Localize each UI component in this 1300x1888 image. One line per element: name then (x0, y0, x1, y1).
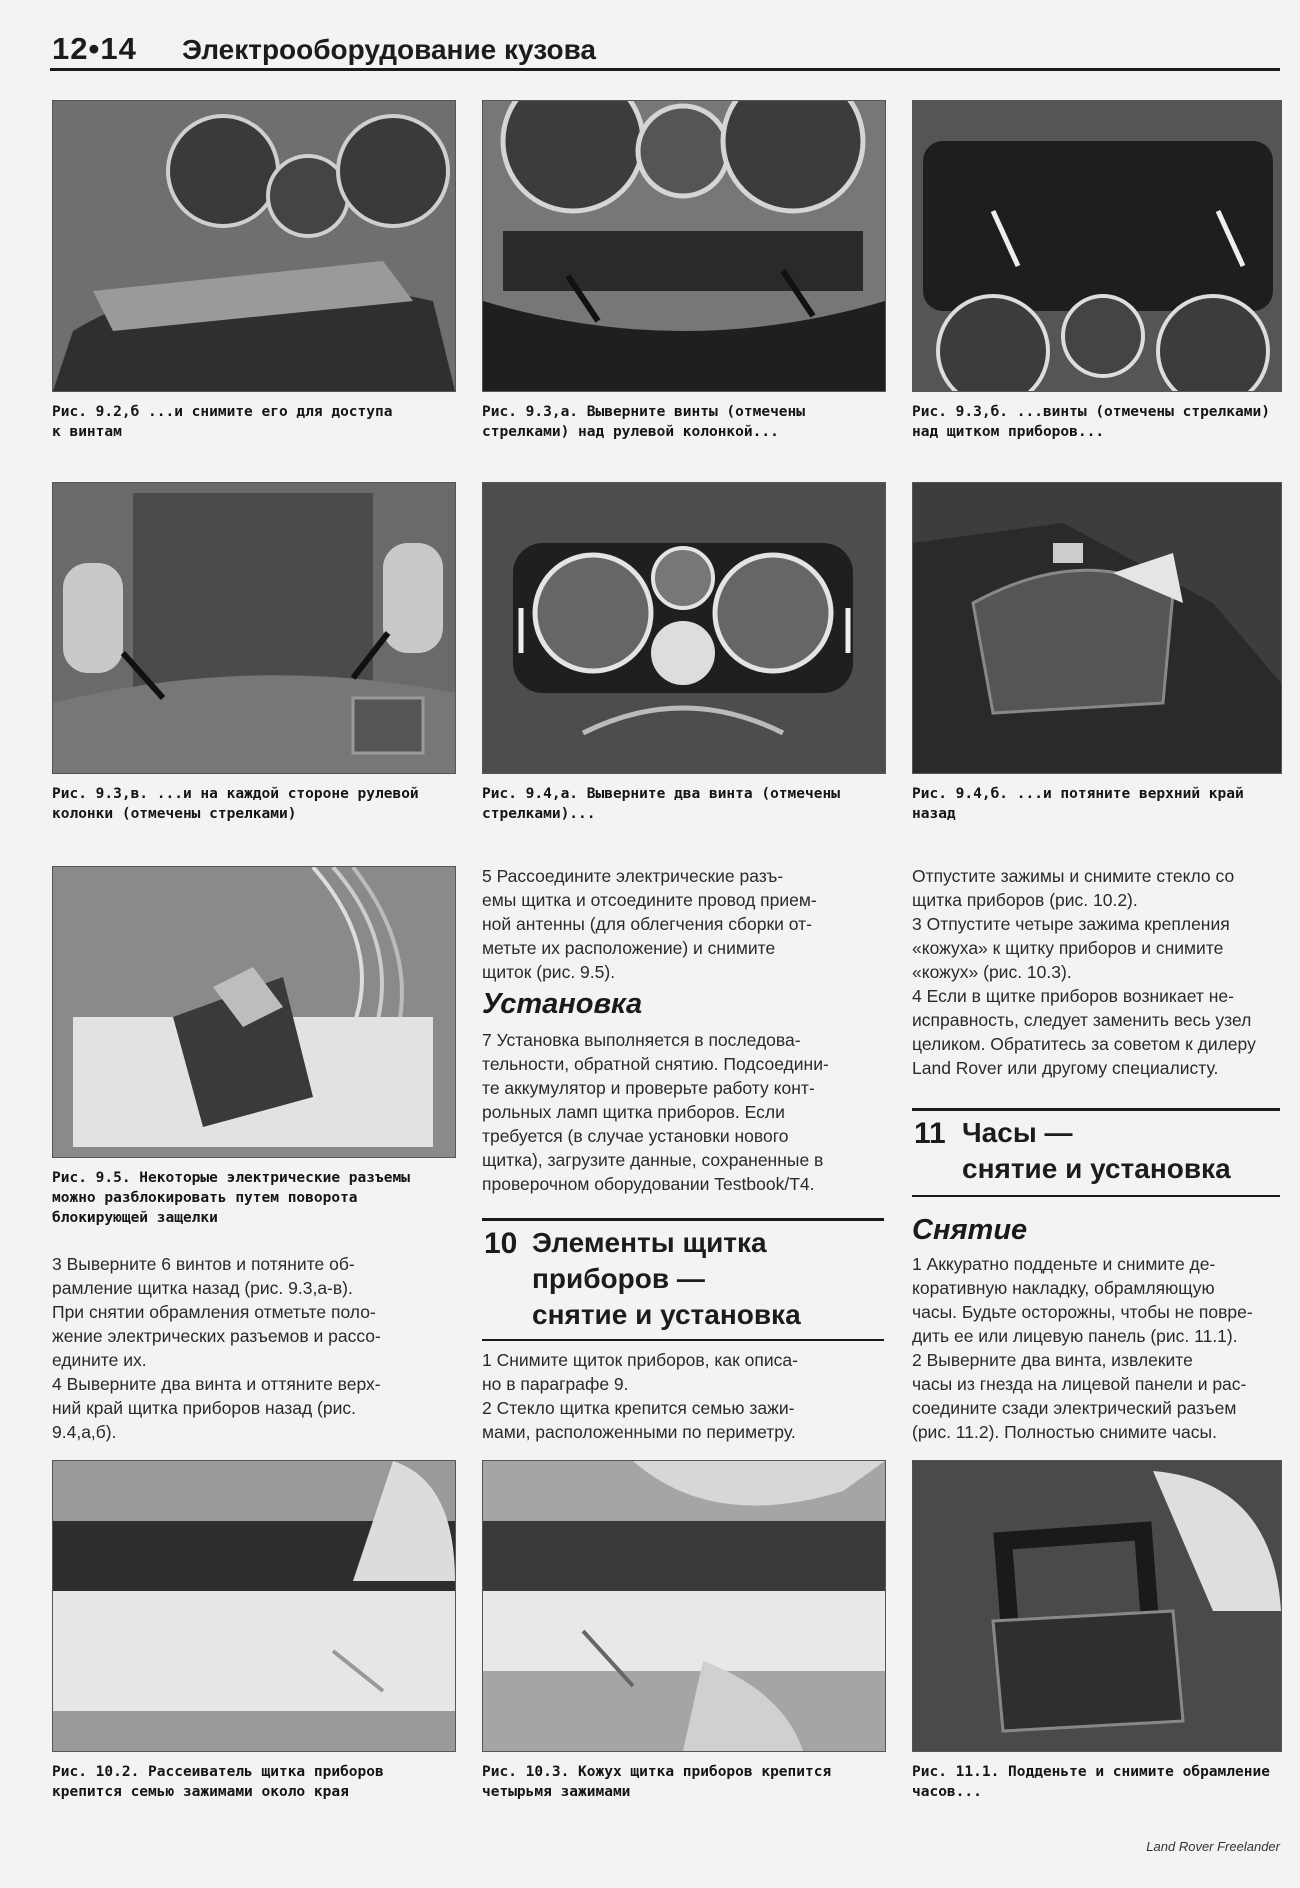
section-11-line-1: Часы — (962, 1117, 1073, 1148)
section-10-line-3: снятие и установка (532, 1299, 801, 1330)
figure-9-5-photo (52, 866, 456, 1158)
figure-9-2b-photo (52, 100, 456, 392)
section-10-paragraph-1: 1 Снимите щиток приборов, как описа- но в параграфе 9. (482, 1350, 798, 1394)
figure-10-3-photo (482, 1460, 886, 1752)
page-header (50, 28, 1280, 71)
section-11-line-2: снятие и установка (962, 1153, 1231, 1184)
section-10-line-2: приборов — (532, 1263, 705, 1294)
figure-9-3b-photo (912, 100, 1282, 392)
chapter-title: Электрооборудование кузова (182, 34, 596, 65)
paragraph-4: 4 Выверните два винта и оттяните верх- ний край щитка приборов назад (рис. 9.4,а,б). (52, 1374, 381, 1442)
caption-fig-9-3a: Рис. 9.3,а. Выверните винты (отмечены стрелками) над рулевой колонкой... (482, 404, 806, 440)
section-10-heading (482, 1218, 884, 1341)
caption-fig-11-1: Рис. 11.1. Подденьте и снимите обрамление часов... (912, 1764, 1270, 1800)
figure-10-2-photo (52, 1460, 456, 1752)
section-10-line-1: Элементы щитка (532, 1227, 767, 1258)
paragraph-7: 7 Установка выполняется в последова- тельности, обратной снятию. Подсоедини- те аккумулятор и проверьте работу конт- рольных ламп щитка приборов. Если требуется (в случае установки нового щитка), загрузите данные, сохраненные в проверочном оборудовании Testbook/T4. (482, 1030, 829, 1194)
caption-fig-10-3: Рис. 10.3. Кожух щитка приборов крепится четырьмя зажимами (482, 1764, 832, 1800)
caption-fig-9-5: Рис. 9.5. Некоторые электрические разъемы можно разблокировать путем поворота блокирующей защелки (52, 1170, 410, 1226)
section-10-number: 10 (484, 1227, 518, 1260)
page-number: 12•14 (52, 31, 137, 66)
caption-fig-9-2b: Рис. 9.2,б ...и снимите его для доступа к винтам (52, 404, 393, 440)
caption-fig-9-3b: Рис. 9.3,б. ...винты (отмечены стрелками) над щитком приборов... (912, 404, 1270, 440)
figure-9-4a-photo (482, 482, 886, 774)
section-11-heading (912, 1108, 1280, 1197)
figure-9-3v-photo (52, 482, 456, 774)
caption-fig-9-4a: Рис. 9.4,а. Выверните два винта (отмечены стрелками)... (482, 786, 840, 822)
paragraph-3: 3 Выверните 6 винтов и потяните об- рамление щитка назад (рис. 9.3,а-в). При снятии обрамления отметьте поло- жение электрических разъемов и рассо- едините их. (52, 1254, 381, 1370)
section-11-number: 11 (914, 1117, 946, 1150)
section-10-paragraph-2: 2 Стекло щитка крепится семью зажи- мами, расположенными по периметру. (482, 1398, 796, 1442)
section-11-paragraph-2: 2 Выверните два винта, извлеките часы из гнезда на лицевой панели и рас- соедините сзади электрический разъем (рис. 11.2). Полностью снимите часы. (912, 1350, 1247, 1442)
figure-9-3a-photo (482, 100, 886, 392)
section-10-continued-text: Отпустите зажимы и снимите стекло со щитка приборов (рис. 10.2). 3 Отпустите четыре зажима крепления «кожуха» к щитку приборов и снимите «кожух» (рис. 10.3). 4 Если в щитке приборов возникает не- исправность, следует заменить весь узел целиком. Обратитесь за советом к дилеру Land Rover или другому специалисту. (912, 866, 1256, 1078)
footer-brand: Land Rover Freelander (1146, 1839, 1280, 1854)
caption-fig-9-4b: Рис. 9.4,б. ...и потяните верхний край назад (912, 786, 1244, 822)
figure-11-1-photo (912, 1460, 1282, 1752)
caption-fig-10-2: Рис. 10.2. Рассеиватель щитка приборов крепится семью зажимами около края (52, 1764, 384, 1800)
installation-heading: Установка (482, 988, 643, 1020)
figure-9-4b-photo (912, 482, 1282, 774)
paragraph-5: 5 Рассоедините электрические разъ- емы щитка и отсоедините провод прием- ной антенны (для облегчения сборки от- метьте их расположение) и снимите щиток (рис. 9.5). (482, 866, 817, 982)
removal-heading: Снятие (912, 1214, 1028, 1246)
section-11-paragraph-1: 1 Аккуратно подденьте и снимите де- коративную накладку, обрамляющую часы. Будьте осторожны, чтобы не повре- дить ее или лицевую панель (рис. 11.1). (912, 1254, 1253, 1346)
caption-fig-9-3v: Рис. 9.3,в. ...и на каждой стороне рулевой колонки (отмечены стрелками) (52, 786, 419, 822)
